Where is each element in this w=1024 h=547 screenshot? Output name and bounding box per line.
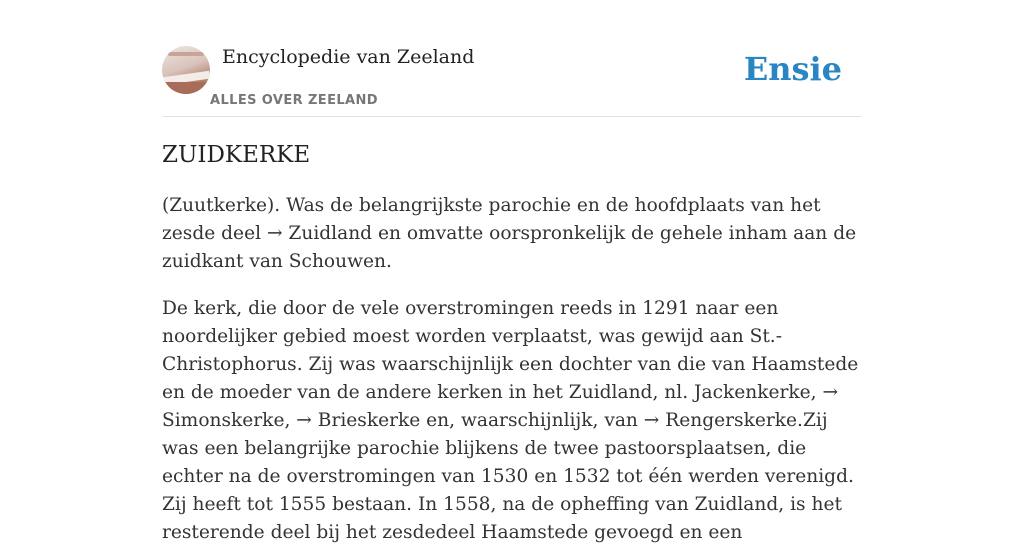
link-brieskerke[interactable]: → Brieskerke	[296, 410, 421, 431]
article-paragraph	[162, 295, 864, 547]
site-avatar[interactable]	[162, 46, 210, 94]
link-simonskerke[interactable]: → Simonskerke	[162, 382, 839, 431]
link-zuidland[interactable]: → Zuidland	[266, 223, 373, 244]
paragraph-text: (Zuutkerke). Was de belangrijkste parochie en de hoofdplaats van het zesde deel	[162, 195, 821, 244]
paragraph-text: De kerk, die door de vele overstromingen reeds in 1291 naar een noordelijker gebied moest worden verplaatst, was gewijd aan St.-Christophorus. Zij was waarschijnlijk een dochter van die van Haamstede en de moeder van de andere kerken in het Zuidland, nl. Jackenkerke,	[162, 298, 859, 403]
article-title: ZUIDKERKE	[162, 142, 311, 168]
paragraph-text: en, waarschijnlijk, van	[420, 410, 644, 431]
paragraph-text: ,	[284, 410, 297, 431]
link-rengerskerke[interactable]: → Rengerskerke	[643, 410, 798, 431]
ensie-logo[interactable]: Ensie	[743, 50, 842, 88]
article-paragraph	[162, 192, 864, 276]
site-title[interactable]: Encyclopedie van Zeeland	[222, 46, 475, 68]
paragraph-text: .Zij was een belangrijke parochie blijkens de twee pastoorsplaatsen, die echter na de overstromingen van 1530 en 1532 tot één werden verenigd. Zij heeft tot 1555 bestaan. In 1558, na de opheffing van Zuidland, is het resterende deel bij het zesdedeel Haamstede gevoegd en een	[162, 410, 854, 543]
site-header	[162, 44, 862, 117]
paragraph-text: en omvatte oorspronkelijk de gehele inham aan de zuidkant van Schouwen.	[162, 223, 857, 272]
site-tagline: ALLES OVER ZEELAND	[210, 93, 378, 108]
article	[162, 140, 864, 547]
